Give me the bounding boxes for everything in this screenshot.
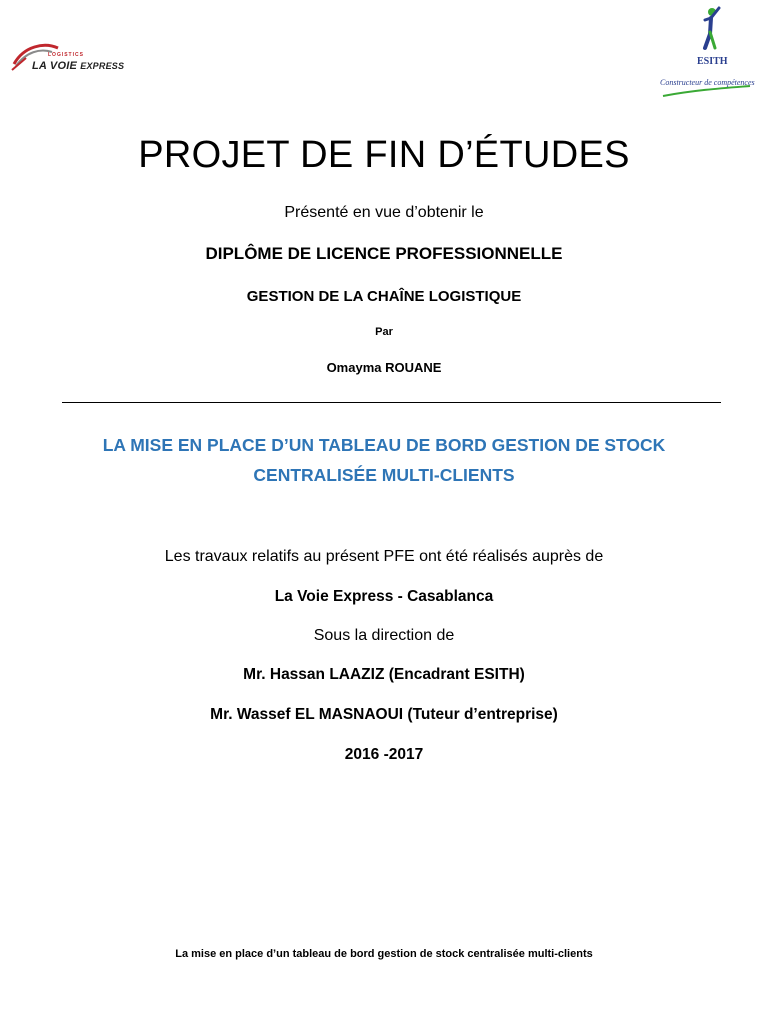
direction-label: Sous la direction de: [313, 627, 455, 644]
person-figure-icon: [655, 2, 765, 102]
speciality: GESTION DE LA CHAÎNE LOGISTIQUE: [246, 288, 522, 305]
supervisor-academic: Mr. Hassan LAAZIZ (Encadrant ESITH): [243, 666, 525, 683]
academic-year: 2016 -2017: [344, 746, 424, 763]
topic-line-2: CENTRALISÉE MULTI-CLIENTS: [253, 465, 515, 485]
author-name: Omayma ROUANE: [326, 360, 442, 375]
work-location-intro: Les travaux relatifs au présent PFE ont été réalisés auprès de: [164, 548, 604, 565]
supervisor-company: Mr. Wassef EL MASNAOUI (Tuteur d’entreprise): [210, 706, 558, 723]
company-name: La Voie Express - Casablanca: [274, 588, 494, 605]
topic-line-1: LA MISE EN PLACE D’UN TABLEAU DE BORD GESTION DE STOCK: [102, 435, 666, 455]
logo-small-text: LOGISTICS: [48, 52, 84, 58]
project-topic: [0, 430, 768, 490]
logo-brand-text: [32, 60, 124, 72]
esith-name: ESITH: [697, 56, 728, 67]
esith-tagline: Constructeur de compétences: [660, 78, 755, 87]
by-label: Par: [375, 326, 393, 338]
subtitle: Présenté en vue d’obtenir le: [284, 204, 484, 221]
divider: [62, 402, 721, 403]
logo-brand-main: LA VOIE: [32, 60, 77, 72]
logo-brand-sub: EXPRESS: [80, 61, 125, 71]
page-title: PROJET DE FIN D’ÉTUDES: [138, 134, 630, 176]
esith-logo: [655, 2, 765, 102]
swoosh-icon: [10, 38, 135, 78]
diploma-name: DIPLÔME DE LICENCE PROFESSIONNELLE: [205, 244, 563, 263]
page-footer: La mise en place d’un tableau de bord gestion de stock centralisée multi-clients: [175, 948, 593, 960]
la-voie-express-logo: [10, 38, 135, 78]
